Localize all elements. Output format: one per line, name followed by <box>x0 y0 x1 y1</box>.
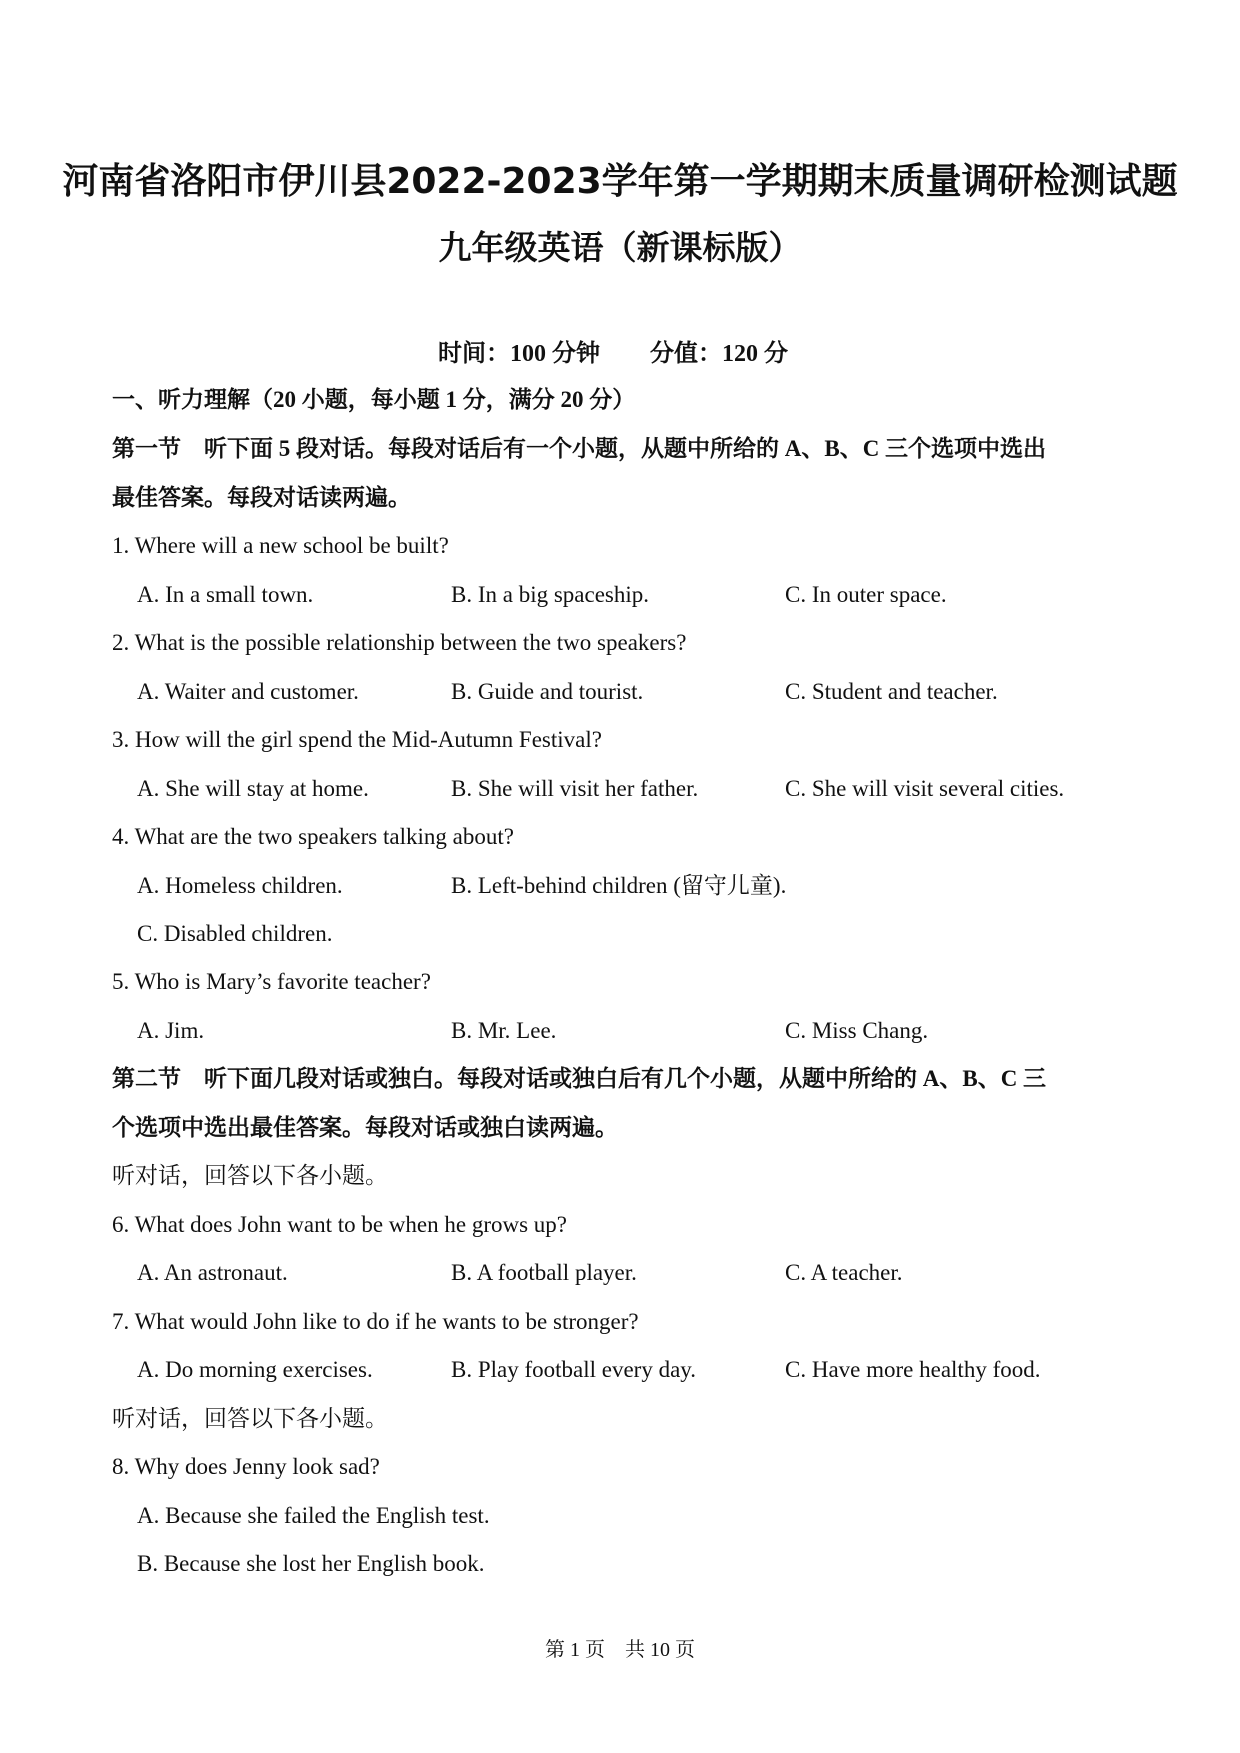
part-heading: 一、听力理解（20 小题，每小题 1 分，满分 20 分） <box>112 387 636 412</box>
page-title: 河南省洛阳市伊川县2022-2023学年第一学期期末质量调研检测试题 <box>62 161 1178 202</box>
question-1: 1. Where will a new school be built? <box>112 533 449 558</box>
listening-instruction: 听对话，回答以下各小题。 <box>112 1163 388 1188</box>
q3-option-c: C. She will visit several cities. <box>785 776 1065 801</box>
question-5: 5. Who is Mary’s favorite teacher? <box>112 969 431 994</box>
listening-instruction: 听对话，回答以下各小题。 <box>112 1406 388 1431</box>
q4-option-b: B. Left-behind children (留守儿童). <box>451 873 787 898</box>
q3-option-a: A. She will stay at home. <box>137 776 369 801</box>
q7-option-c: C. Have more healthy food. <box>785 1357 1041 1382</box>
exam-score: 分值：120 分 <box>650 341 788 367</box>
exam-meta <box>438 338 788 370</box>
q3-option-b: B. She will visit her father. <box>451 776 699 801</box>
page-number: 第 1 页 共 10 页 <box>545 1639 695 1661</box>
section1-instruction-line1: 第一节 听下面 5 段对话。每段对话后有一个小题，从题中所给的 A、B、C 三个选项中选出 <box>112 436 1047 461</box>
question-3: 3. How will the girl spend the Mid-Autumn Festival? <box>112 727 602 752</box>
q2-option-b: B. Guide and tourist. <box>451 679 644 704</box>
section1-instruction-line2: 最佳答案。每段对话读两遍。 <box>112 485 411 510</box>
q4-option-c: C. Disabled children. <box>137 921 333 946</box>
q6-option-c: C. A teacher. <box>785 1260 903 1285</box>
q5-option-b: B. Mr. Lee. <box>451 1018 557 1043</box>
question-6: 6. What does John want to be when he grows up? <box>112 1212 568 1237</box>
question-8: 8. Why does Jenny look sad? <box>112 1454 380 1479</box>
question-2: 2. What is the possible relationship between the two speakers? <box>112 630 687 655</box>
question-4: 4. What are the two speakers talking about? <box>112 824 514 849</box>
q2-option-c: C. Student and teacher. <box>785 679 998 704</box>
q4-option-a: A. Homeless children. <box>137 873 343 898</box>
q2-option-a: A. Waiter and customer. <box>137 679 359 704</box>
section2-instruction-line2: 个选项中选出最佳答案。每段对话或独白读两遍。 <box>112 1115 618 1140</box>
q6-option-b: B. A football player. <box>451 1260 637 1285</box>
q5-option-a: A. Jim. <box>137 1018 205 1043</box>
q1-option-a: A. In a small town. <box>137 582 314 607</box>
section2-instruction-line1: 第二节 听下面几段对话或独白。每段对话或独白后有几个小题，从题中所给的 A、B、C 三 <box>112 1066 1047 1091</box>
q6-option-a: A. An astronaut. <box>137 1260 288 1285</box>
q7-option-a: A. Do morning exercises. <box>137 1357 373 1382</box>
page-subtitle: 九年级英语（新课标版） <box>438 228 802 267</box>
q1-option-b: B. In a big spaceship. <box>451 582 650 607</box>
question-7: 7. What would John like to do if he wants to be stronger? <box>112 1309 639 1334</box>
q5-option-c: C. Miss Chang. <box>785 1018 929 1043</box>
exam-time: 时间：100 分钟 <box>438 341 600 367</box>
q7-option-b: B. Play football every day. <box>451 1357 697 1382</box>
q8-option-a: A. Because she failed the English test. <box>137 1503 490 1528</box>
q8-option-b: B. Because she lost her English book. <box>137 1551 485 1576</box>
q1-option-c: C. In outer space. <box>785 582 947 607</box>
